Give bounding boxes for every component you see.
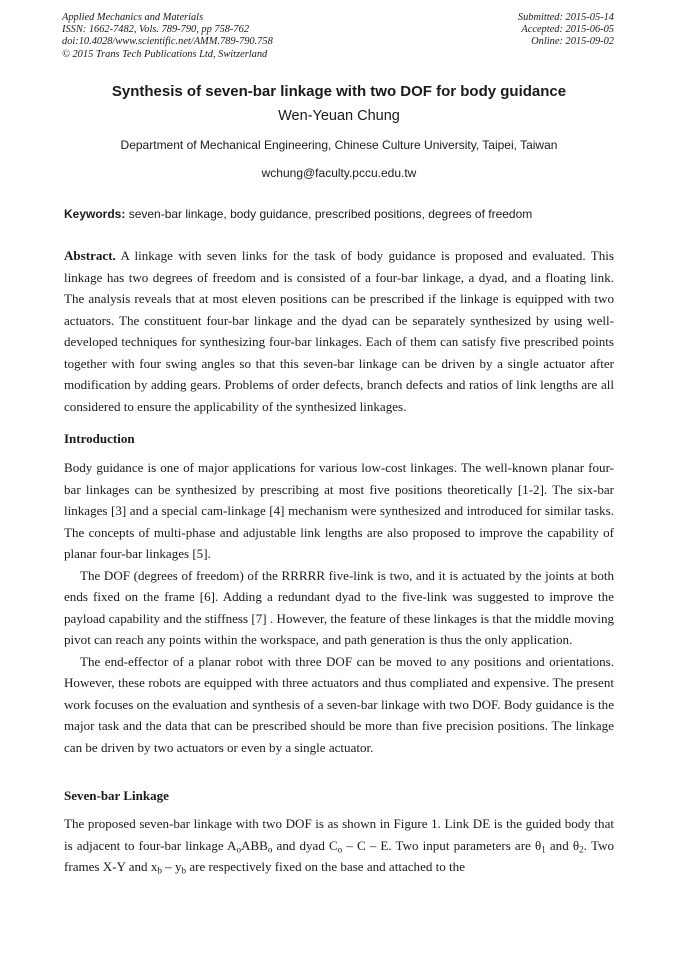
seven-bar-heading: Seven-bar Linkage — [64, 788, 169, 803]
introduction-body — [64, 457, 614, 758]
journal-header-left — [62, 12, 273, 61]
seven-bar-body — [64, 813, 614, 878]
abstract — [64, 245, 614, 417]
seven-bar-paragraph: The proposed seven-bar linkage with two DOF is as shown in Figure 1. Link DE is the guided body that is adjacent to four-bar linkage $A_oABB_o$ and dyad $C_o$ – C – E. Two input parameters are $\theta_1$ and $\theta_2$. Two frames X-Y and $x_b - y_b$ are respectively fixed on the base and attached to the — [64, 816, 615, 876]
author-name: Wen-Yeuan Chung — [278, 108, 400, 124]
four-bar-symbol: $A_oABB_o$ — [227, 837, 273, 855]
journal-name: Applied Mechanics and Materials — [62, 12, 204, 23]
dyad-symbol: $C_o$ – C – E — [328, 837, 389, 855]
theta1-symbol: $\theta_1$ — [534, 837, 546, 855]
doi-line: doi:10.4028/www.scientific.net/AMM.789-790.758 — [62, 36, 273, 48]
abstract-text: A linkage with seven links for the task of body guidance is proposed and evaluated. This linkage has two degrees of freedom and is consisted of a four-bar linkage, a dyad, and a floating link. The analysis reveals that at most eleven positions can be prescribed if the linkage is equipped with two actuators. The constituent four-bar linkage and the dyad can be separately synthesized by using well-developed techniques for synthesizing four-bar linkages. Each of them can satisfy five prescribed points together with four swing angles so that this seven-bar linkage can be driven by a single actuator after modification by adding gears. Problems of order defects, branch defects and ratios of link lengths are all considered to ensure the applicability of the synthesized linkages. — [64, 248, 614, 414]
intro-paragraph: The DOF (degrees of freedom) of the RRRRR five-link is two, and it is actuated by the joints at both ends fixed on the frame [6]. Adding a redundant dyad to the five-link was suggested to improve the payload capability and the stiffness [7] . However, the feature of these linkages is that the middle moving pivot can reach any points within the workspace, and path generation is thus the only application. — [64, 567, 614, 647]
intro-paragraph: The end-effector of a planar robot with three DOF can be moved to any positions and orientations. However, these robots are equipped with three actuators and thus compliated and expensive. The present work focuses on the evaluation and synthesis of a seven-bar linkage with two DOF. Body guidance is the major task and the data that can be prescribed should be more than five precision positions. The linkage can be driven by two actuators or even by a single actuator. — [64, 653, 614, 755]
keywords-label: Keywords: — [64, 207, 126, 221]
introduction-heading: Introduction — [64, 431, 135, 446]
author-email[interactable]: wchung@faculty.pccu.edu.tw — [261, 166, 417, 180]
accepted-date: Accepted: 2015-06-05 — [521, 24, 614, 36]
copyright-line: © 2015 Trans Tech Publications Ltd, Switzerland — [62, 48, 268, 60]
body-frame-symbol: $x_b - y_b$ — [150, 859, 187, 876]
intro-paragraph: Body guidance is one of major applications for various low-cost linkages. The well-known planar four-bar linkages can be synthesized by prescribing at most five positions theoretically [1-2]. The six-bar linkages [3] and a special cam-linkage [4] mechanism were synthesized and introduced for similar tasks. The concepts of multi-phase and adjustable link lengths are also proposed to improve the capability of planar four-bar linkages [5]. — [64, 460, 614, 561]
affiliation: Department of Mechanical Engineering, Chinese Culture University, Taipei, Taiwan — [120, 138, 558, 152]
online-date: Online: 2015-09-02 — [531, 36, 614, 48]
paper-title: Synthesis of seven-bar linkage with two DOF for body guidance — [111, 83, 567, 100]
journal-header-right — [518, 12, 614, 49]
keywords-text: seven-bar linkage, body guidance, prescribed positions, degrees of freedom — [125, 207, 533, 221]
keywords — [64, 207, 624, 221]
issn-line: ISSN: 1662-7482, Vols. 789-790, pp 758-762 — [62, 24, 250, 36]
submitted-date: Submitted: 2015-05-14 — [517, 12, 614, 23]
theta2-symbol: $\theta_2$ — [572, 837, 584, 855]
abstract-label: Abstract. — [64, 248, 116, 263]
